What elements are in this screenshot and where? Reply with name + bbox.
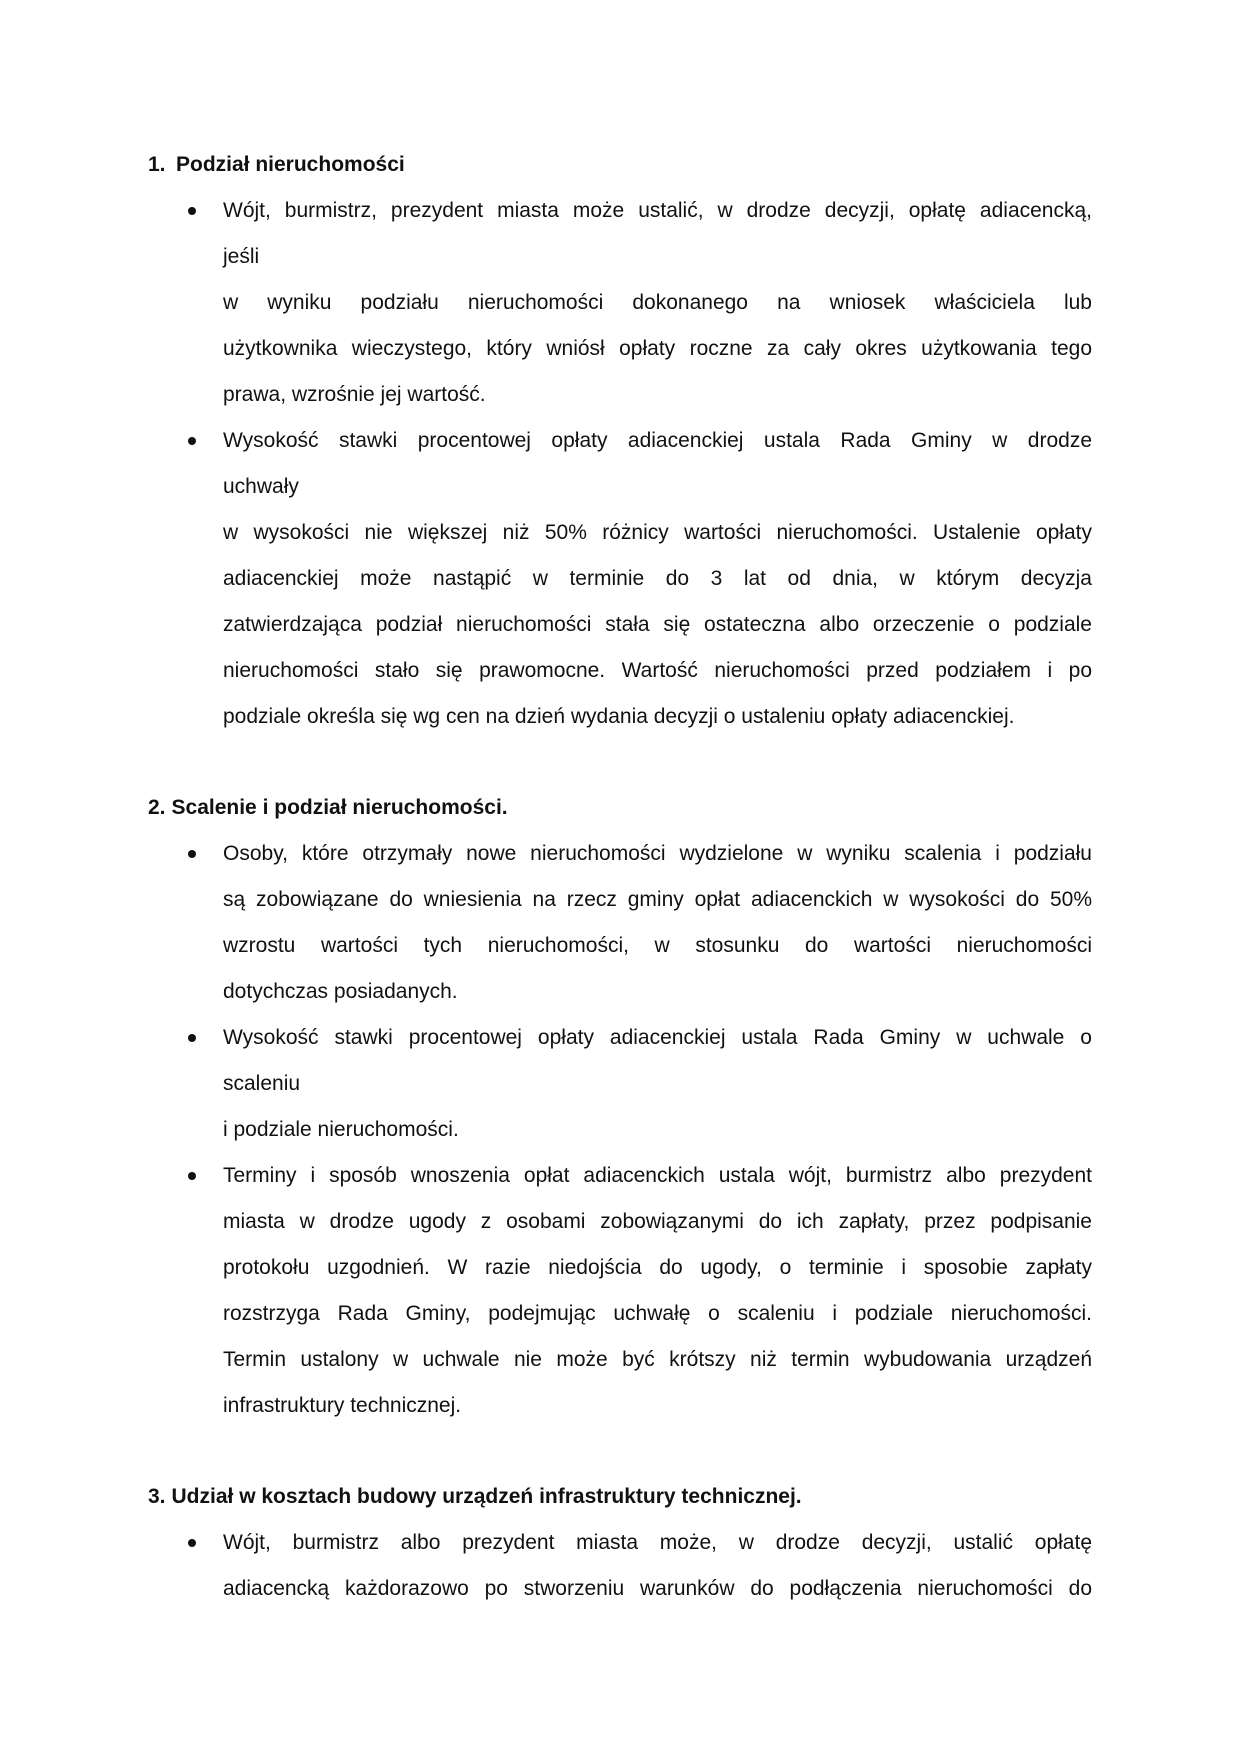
bullet-list-3	[148, 1520, 1092, 1612]
text-line: miasta w drodze ugody z osobami zobowiązanymi do ich zapłaty, przez podpisanie	[223, 1210, 1092, 1233]
text-line: są zobowiązane do wniesienia na rzecz gminy opłat adiacenckich w wysokości do 50%	[223, 888, 1092, 911]
section-number: 2.	[148, 796, 166, 819]
list-item	[148, 831, 1092, 1015]
text-line: adiacenckiej może nastąpić w terminie do 3 lat od dnia, w którym decyzja	[223, 567, 1092, 590]
text-line: użytkownika wieczystego, który wniósł opłaty roczne za cały okres użytkowania tego	[223, 337, 1092, 360]
text-line: Wysokość stawki procentowej opłaty adiacenckiej ustala Rada Gminy w drodze	[223, 429, 1092, 452]
text-line: Termin ustalony w uchwale nie może być krótszy niż termin wybudowania urządzeń	[223, 1348, 1092, 1371]
text-line: zatwierdzająca podział nieruchomości stała się ostateczna albo orzeczenie o podziale	[223, 613, 1092, 636]
text-line: protokołu uzgodnień. W razie niedojścia do ugody, o terminie i sposobie zapłaty	[223, 1256, 1092, 1279]
section-title: Udział w kosztach budowy urządzeń infrastruktury technicznej.	[171, 1485, 802, 1508]
list-item	[148, 1015, 1092, 1153]
list-item	[148, 188, 1092, 418]
section-title: Scalenie i podział nieruchomości.	[171, 796, 508, 819]
list-item	[148, 1520, 1092, 1612]
bullet-icon	[188, 1539, 196, 1547]
bullet-icon	[188, 1172, 196, 1180]
spacer	[148, 740, 1092, 785]
section-heading-3	[148, 1474, 1092, 1520]
bullet-icon	[188, 437, 196, 445]
text-line: i podziale nieruchomości.	[223, 1118, 459, 1141]
list-item	[148, 1153, 1092, 1429]
text-line: nieruchomości stało się prawomocne. Wartość nieruchomości przed podziałem i po	[223, 659, 1092, 682]
section-number: 3.	[148, 1485, 166, 1508]
text-line: Terminy i sposób wnoszenia opłat adiacenckich ustala wójt, burmistrz albo prezydent	[223, 1164, 1092, 1187]
text-line: Wójt, burmistrz albo prezydent miasta może, w drodze decyzji, ustalić opłatę	[223, 1531, 1092, 1554]
bullet-icon	[188, 850, 196, 858]
bullet-list-1	[148, 188, 1092, 740]
text-line: rozstrzyga Rada Gminy, podejmując uchwałę o scaleniu i podziale nieruchomości.	[223, 1302, 1092, 1325]
bullet-list-2	[148, 831, 1092, 1429]
bullet-icon	[188, 207, 196, 215]
text-line: w wysokości nie większej niż 50% różnicy wartości nieruchomości. Ustalenie opłaty	[223, 521, 1092, 544]
section-heading-1	[148, 142, 1092, 188]
section-title: Podział nieruchomości	[176, 153, 405, 176]
text-line: jeśli	[223, 245, 260, 268]
text-line: Wójt, burmistrz, prezydent miasta może ustalić, w drodze decyzji, opłatę adiacencką,	[223, 199, 1092, 222]
bullet-icon	[188, 1034, 196, 1042]
text-line: uchwały	[223, 475, 299, 498]
text-line: Wysokość stawki procentowej opłaty adiacenckiej ustala Rada Gminy w uchwale o	[223, 1026, 1092, 1049]
text-line: Osoby, które otrzymały nowe nieruchomości wydzielone w wyniku scalenia i podziału	[223, 842, 1092, 865]
spacer	[148, 1429, 1092, 1474]
text-line: infrastruktury technicznej.	[223, 1394, 462, 1417]
document-body	[148, 142, 1092, 1612]
text-line: scaleniu	[223, 1072, 301, 1095]
text-line: dotychczas posiadanych.	[223, 980, 458, 1003]
text-line: prawa, wzrośnie jej wartość.	[223, 383, 486, 406]
text-line: wzrostu wartości tych nieruchomości, w stosunku do wartości nieruchomości	[223, 934, 1092, 957]
text-line: podziale określa się wg cen na dzień wydania decyzji o ustaleniu opłaty adiacenckiej.	[223, 705, 1015, 728]
section-heading-2	[148, 785, 1092, 831]
text-line: w wyniku podziału nieruchomości dokonanego na wniosek właściciela lub	[223, 291, 1092, 314]
list-item	[148, 418, 1092, 740]
text-line: adiacencką każdorazowo po stworzeniu warunków do podłączenia nieruchomości do	[223, 1577, 1092, 1600]
section-number: 1.	[148, 153, 166, 176]
